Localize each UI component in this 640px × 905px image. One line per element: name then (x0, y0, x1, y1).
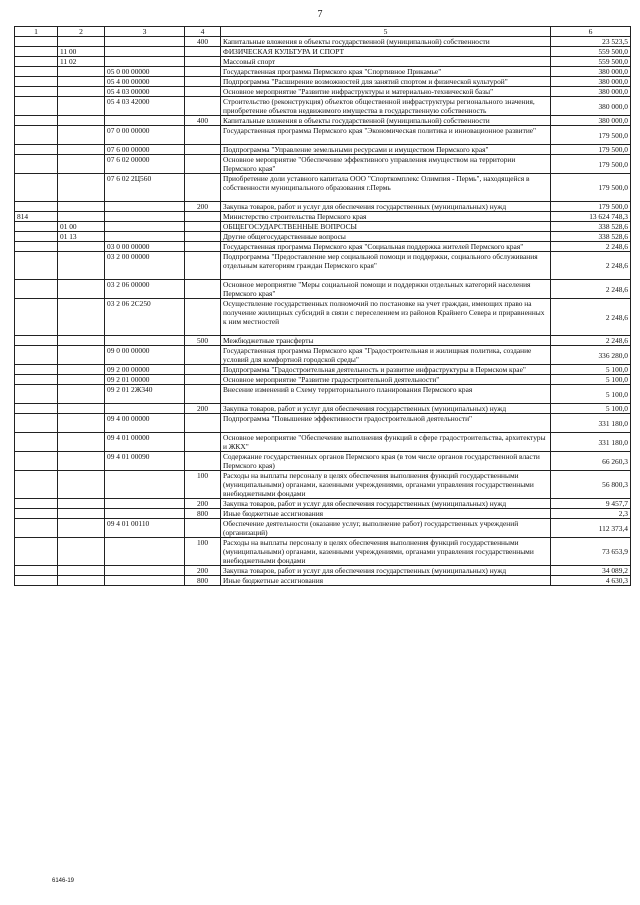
description-cell: Государственная программа Пермского края "Градостроительная и жилищная политика, создание условий для комфортной городской среды" (221, 346, 551, 365)
description-cell: Закупка товаров, работ и услуг для обеспечения государственных (муниципальных) нужд (221, 404, 551, 414)
table-row (15, 452, 631, 471)
description-cell: Государственная программа Пермского края "Социальная поддержка жителей Пермского края" (221, 242, 551, 252)
amount-cell: 338 528,6 (551, 232, 631, 242)
admin-code-cell (15, 222, 58, 232)
target-article-cell: 03 2 06 2С250 (105, 299, 185, 336)
amount-cell: 2,3 (551, 509, 631, 519)
amount-cell: 2 248,6 (551, 299, 631, 336)
amount-cell: 112 373,4 (551, 519, 631, 538)
admin-code-cell (15, 299, 58, 336)
description-cell: Иные бюджетные ассигнования (221, 509, 551, 519)
expense-type-cell (185, 47, 221, 57)
description-cell: Подпрограмма "Управление земельными ресурсами и имуществом Пермского края" (221, 145, 551, 155)
description-cell: Подпрограмма "Повышение эффективности градостроительной деятельности" (221, 414, 551, 433)
section-cell (58, 471, 105, 499)
expense-type-cell (185, 67, 221, 77)
target-article-cell: 03 2 06 00000 (105, 280, 185, 299)
amount-cell: 66 260,3 (551, 452, 631, 471)
table-row (15, 252, 631, 280)
expense-type-cell (185, 252, 221, 280)
description-cell: Межбюджетные трансферты (221, 336, 551, 346)
target-article-cell: 05 4 00 00000 (105, 77, 185, 87)
header-cell: 4 (185, 27, 221, 37)
target-article-cell (105, 471, 185, 499)
amount-cell: 2 248,6 (551, 242, 631, 252)
amount-cell: 2 248,6 (551, 280, 631, 299)
target-article-cell (105, 232, 185, 242)
admin-code-cell (15, 346, 58, 365)
description-cell: Содержание государственных органов Пермского края (в том числе органов государственной власти Пермского края) (221, 452, 551, 471)
description-cell: Обеспечение деятельности (оказание услуг, выполнение работ) государственных учреждений (организаций) (221, 519, 551, 538)
admin-code-cell (15, 471, 58, 499)
amount-cell: 380 000,0 (551, 77, 631, 87)
table-row (15, 87, 631, 97)
header-cell: 3 (105, 27, 185, 37)
expense-type-cell: 400 (185, 37, 221, 47)
description-cell: Массовый спорт (221, 57, 551, 67)
header-cell: 2 (58, 27, 105, 37)
expense-type-cell: 200 (185, 202, 221, 212)
expense-type-cell: 200 (185, 499, 221, 509)
description-cell: Основное мероприятие "Меры социальной помощи и поддержки отдельных категорий населения Пермского края" (221, 280, 551, 299)
expense-type-cell (185, 242, 221, 252)
section-cell (58, 280, 105, 299)
amount-cell: 2 248,6 (551, 336, 631, 346)
admin-code-cell (15, 433, 58, 452)
target-article-cell: 09 4 01 00000 (105, 433, 185, 452)
document-code: 6146-19 (52, 878, 75, 884)
target-article-cell: 05 4 03 00000 (105, 87, 185, 97)
admin-code-cell (15, 126, 58, 145)
table-row (15, 47, 631, 57)
section-cell (58, 145, 105, 155)
admin-code-cell (15, 47, 58, 57)
amount-cell: 56 800,3 (551, 471, 631, 499)
expense-type-cell (185, 385, 221, 404)
amount-cell: 73 653,9 (551, 538, 631, 566)
target-article-cell (105, 404, 185, 414)
table-row (15, 566, 631, 576)
section-cell (58, 576, 105, 586)
section-cell (58, 116, 105, 126)
section-cell (58, 538, 105, 566)
description-cell: Основное мероприятие "Обеспечение выполнения функций в сфере градостроительства, архитектуры и ЖКХ" (221, 433, 551, 452)
admin-code-cell (15, 37, 58, 47)
admin-code-cell (15, 252, 58, 280)
expense-type-cell (185, 126, 221, 145)
amount-cell: 559 500,0 (551, 47, 631, 57)
expense-type-cell (185, 155, 221, 174)
amount-cell: 380 000,0 (551, 67, 631, 77)
description-cell: Приобретение доли уставного капитала ООО "Спорткомплекс Олимпия - Пермь", находящейся в собственности муниципального образования г.Пермь (221, 174, 551, 202)
description-cell: Основное мероприятие "Обеспечение эффективного управления имуществом на территории Пермского края" (221, 155, 551, 174)
section-cell (58, 404, 105, 414)
admin-code-cell (15, 57, 58, 67)
description-cell: Другие общегосударственные вопросы (221, 232, 551, 242)
table-row (15, 471, 631, 499)
expense-type-cell (185, 519, 221, 538)
admin-code-cell (15, 280, 58, 299)
column-number-header (15, 27, 631, 37)
budget-table (14, 26, 631, 586)
amount-cell: 13 624 748,3 (551, 212, 631, 222)
admin-code-cell (15, 232, 58, 242)
target-article-cell (105, 57, 185, 67)
description-cell: Закупка товаров, работ и услуг для обеспечения государственных (муниципальных) нужд (221, 566, 551, 576)
description-cell: Государственная программа Пермского края "Спортивное Прикамье" (221, 67, 551, 77)
section-cell (58, 299, 105, 336)
section-cell (58, 519, 105, 538)
table-row (15, 346, 631, 365)
target-article-cell (105, 47, 185, 57)
table-row (15, 538, 631, 566)
table-row (15, 116, 631, 126)
target-article-cell: 07 6 00 00000 (105, 145, 185, 155)
section-cell: 11 00 (58, 47, 105, 57)
admin-code-cell (15, 404, 58, 414)
target-article-cell: 09 0 00 00000 (105, 346, 185, 365)
table-row (15, 404, 631, 414)
section-cell (58, 336, 105, 346)
amount-cell: 5 100,0 (551, 385, 631, 404)
description-cell: Подпрограмма "Градостроительная деятельность и развитие инфраструктуры в Пермском крае" (221, 365, 551, 375)
target-article-cell (105, 202, 185, 212)
section-cell (58, 252, 105, 280)
section-cell (58, 202, 105, 212)
target-article-cell (105, 576, 185, 586)
table-row (15, 232, 631, 242)
admin-code-cell (15, 77, 58, 87)
table-row (15, 37, 631, 47)
section-cell (58, 433, 105, 452)
table-row (15, 77, 631, 87)
description-cell: ФИЗИЧЕСКАЯ КУЛЬТУРА И СПОРТ (221, 47, 551, 57)
admin-code-cell (15, 566, 58, 576)
table-row (15, 385, 631, 404)
target-article-cell (105, 336, 185, 346)
admin-code-cell (15, 116, 58, 126)
expense-type-cell (185, 145, 221, 155)
expense-type-cell: 400 (185, 116, 221, 126)
admin-code-cell (15, 499, 58, 509)
description-cell: Капитальные вложения в объекты государственной (муниципальной) собственности (221, 37, 551, 47)
admin-code-cell (15, 538, 58, 566)
section-cell (58, 126, 105, 145)
amount-cell: 5 100,0 (551, 375, 631, 385)
target-article-cell: 09 4 01 00110 (105, 519, 185, 538)
amount-cell: 331 180,0 (551, 433, 631, 452)
table-row (15, 336, 631, 346)
description-cell: Иные бюджетные ассигнования (221, 576, 551, 586)
amount-cell: 2 248,6 (551, 252, 631, 280)
table-row (15, 576, 631, 586)
amount-cell: 5 100,0 (551, 404, 631, 414)
description-cell: Расходы на выплаты персоналу в целях обеспечения выполнения функций государственными (муниципальными) органами, казенными учреждениями, органами управления государственными внебюджетными фондами (221, 471, 551, 499)
section-cell (58, 67, 105, 77)
section-cell (58, 365, 105, 375)
header-cell: 6 (551, 27, 631, 37)
table-row (15, 242, 631, 252)
section-cell (58, 452, 105, 471)
section-cell (58, 375, 105, 385)
budget-table-body (15, 27, 631, 586)
amount-cell: 34 089,2 (551, 566, 631, 576)
expense-type-cell (185, 365, 221, 375)
description-cell: Внесение изменений в Схему территориального планирования Пермского края (221, 385, 551, 404)
expense-type-cell (185, 414, 221, 433)
section-cell (58, 174, 105, 202)
expense-type-cell: 100 (185, 471, 221, 499)
admin-code-cell (15, 452, 58, 471)
admin-code-cell (15, 174, 58, 202)
admin-code-cell (15, 67, 58, 77)
section-cell (58, 414, 105, 433)
amount-cell: 179 500,0 (551, 126, 631, 145)
target-article-cell: 05 4 03 42000 (105, 97, 185, 116)
amount-cell: 9 457,7 (551, 499, 631, 509)
section-cell (58, 566, 105, 576)
target-article-cell: 09 4 01 00090 (105, 452, 185, 471)
target-article-cell: 09 2 01 2Ж340 (105, 385, 185, 404)
amount-cell: 4 630,3 (551, 576, 631, 586)
target-article-cell (105, 538, 185, 566)
section-cell (58, 509, 105, 519)
target-article-cell: 03 2 00 00000 (105, 252, 185, 280)
section-cell (58, 77, 105, 87)
table-row (15, 499, 631, 509)
section-cell (58, 97, 105, 116)
admin-code-cell (15, 336, 58, 346)
description-cell: Строительство (реконструкция) объектов общественной инфраструктуры регионального значения, приобретение объектов недвижимого имущества в государственную собственность (221, 97, 551, 116)
expense-type-cell (185, 452, 221, 471)
description-cell: Подпрограмма "Расширение возможностей для занятий спортом и физической культурой" (221, 77, 551, 87)
table-row (15, 509, 631, 519)
description-cell: Осуществление государственных полномочий по постановке на учет граждан, имеющих право на получение жилищных субсидий в связи с переселением из районов Крайнего Севера и приравненных к ним местностей (221, 299, 551, 336)
amount-cell: 336 280,0 (551, 346, 631, 365)
admin-code-cell (15, 385, 58, 404)
admin-code-cell (15, 145, 58, 155)
admin-code-cell (15, 202, 58, 212)
target-article-cell: 05 0 00 00000 (105, 67, 185, 77)
target-article-cell: 09 4 00 00000 (105, 414, 185, 433)
amount-cell: 331 180,0 (551, 414, 631, 433)
table-row (15, 202, 631, 212)
budget-table-container (14, 26, 630, 586)
amount-cell: 380 000,0 (551, 87, 631, 97)
target-article-cell: 07 0 00 00000 (105, 126, 185, 145)
section-cell (58, 212, 105, 222)
admin-code-cell (15, 509, 58, 519)
admin-code-cell (15, 365, 58, 375)
amount-cell: 338 528,6 (551, 222, 631, 232)
expense-type-cell: 800 (185, 509, 221, 519)
target-article-cell: 03 0 00 00000 (105, 242, 185, 252)
table-row (15, 519, 631, 538)
expense-type-cell (185, 232, 221, 242)
target-article-cell (105, 509, 185, 519)
expense-type-cell (185, 87, 221, 97)
description-cell: Подпрограмма "Предоставление мер социальной помощи и поддержки, социального обслуживания отдельным категориям граждан Пермского края" (221, 252, 551, 280)
page-number: 7 (317, 9, 323, 20)
target-article-cell: 07 6 02 00000 (105, 155, 185, 174)
expense-type-cell: 200 (185, 566, 221, 576)
section-cell: 01 00 (58, 222, 105, 232)
expense-type-cell (185, 375, 221, 385)
description-cell: Расходы на выплаты персоналу в целях обеспечения выполнения функций государственными (муниципальными) органами, казенными учреждениями, органами управления государственными внебюджетными фондами (221, 538, 551, 566)
table-row (15, 375, 631, 385)
expense-type-cell (185, 222, 221, 232)
table-row (15, 145, 631, 155)
table-row (15, 155, 631, 174)
table-row (15, 222, 631, 232)
section-cell (58, 499, 105, 509)
table-row (15, 174, 631, 202)
target-article-cell (105, 566, 185, 576)
section-cell (58, 242, 105, 252)
table-row (15, 299, 631, 336)
admin-code-cell (15, 87, 58, 97)
expense-type-cell (185, 433, 221, 452)
header-cell: 1 (15, 27, 58, 37)
amount-cell: 559 500,0 (551, 57, 631, 67)
description-cell: Закупка товаров, работ и услуг для обеспечения государственных (муниципальных) нужд (221, 202, 551, 212)
amount-cell: 179 500,0 (551, 174, 631, 202)
description-cell: Основное мероприятие "Развитие градостроительной деятельности" (221, 375, 551, 385)
table-row (15, 57, 631, 67)
table-row (15, 414, 631, 433)
header-cell: 5 (221, 27, 551, 37)
description-cell: Основное мероприятие "Развитие инфраструктуры и материально-технической базы" (221, 87, 551, 97)
admin-code-cell (15, 375, 58, 385)
expense-type-cell (185, 299, 221, 336)
target-article-cell: 09 2 01 00000 (105, 375, 185, 385)
expense-type-cell (185, 346, 221, 365)
table-row (15, 280, 631, 299)
description-cell: Министерство строительства Пермского края (221, 212, 551, 222)
admin-code-cell: 814 (15, 212, 58, 222)
expense-type-cell: 100 (185, 538, 221, 566)
amount-cell: 5 100,0 (551, 365, 631, 375)
admin-code-cell (15, 155, 58, 174)
description-cell: Закупка товаров, работ и услуг для обеспечения государственных (муниципальных) нужд (221, 499, 551, 509)
section-cell (58, 155, 105, 174)
section-cell (58, 87, 105, 97)
amount-cell: 179 500,0 (551, 155, 631, 174)
expense-type-cell: 500 (185, 336, 221, 346)
target-article-cell (105, 222, 185, 232)
amount-cell: 23 523,5 (551, 37, 631, 47)
amount-cell: 179 500,0 (551, 145, 631, 155)
admin-code-cell (15, 519, 58, 538)
amount-cell: 179 500,0 (551, 202, 631, 212)
admin-code-cell (15, 97, 58, 116)
description-cell: ОБЩЕГОСУДАРСТВЕННЫЕ ВОПРОСЫ (221, 222, 551, 232)
section-cell: 11 02 (58, 57, 105, 67)
target-article-cell: 09 2 00 00000 (105, 365, 185, 375)
expense-type-cell (185, 174, 221, 202)
section-cell: 01 13 (58, 232, 105, 242)
description-cell: Государственная программа Пермского края "Экономическая политика и инновационное развитие" (221, 126, 551, 145)
expense-type-cell (185, 280, 221, 299)
expense-type-cell (185, 57, 221, 67)
section-cell (58, 37, 105, 47)
table-row (15, 126, 631, 145)
table-row (15, 97, 631, 116)
section-cell (58, 385, 105, 404)
target-article-cell (105, 116, 185, 126)
amount-cell: 380 000,0 (551, 116, 631, 126)
section-cell (58, 346, 105, 365)
expense-type-cell: 800 (185, 576, 221, 586)
table-row (15, 365, 631, 375)
admin-code-cell (15, 576, 58, 586)
expense-type-cell (185, 212, 221, 222)
table-row (15, 212, 631, 222)
admin-code-cell (15, 414, 58, 433)
expense-type-cell (185, 97, 221, 116)
description-cell: Капитальные вложения в объекты государственной (муниципальной) собственности (221, 116, 551, 126)
table-row (15, 67, 631, 77)
expense-type-cell: 200 (185, 404, 221, 414)
target-article-cell (105, 37, 185, 47)
expense-type-cell (185, 77, 221, 87)
table-row (15, 433, 631, 452)
amount-cell: 380 000,0 (551, 97, 631, 116)
target-article-cell: 07 6 02 2Ц560 (105, 174, 185, 202)
admin-code-cell (15, 242, 58, 252)
target-article-cell (105, 212, 185, 222)
target-article-cell (105, 499, 185, 509)
